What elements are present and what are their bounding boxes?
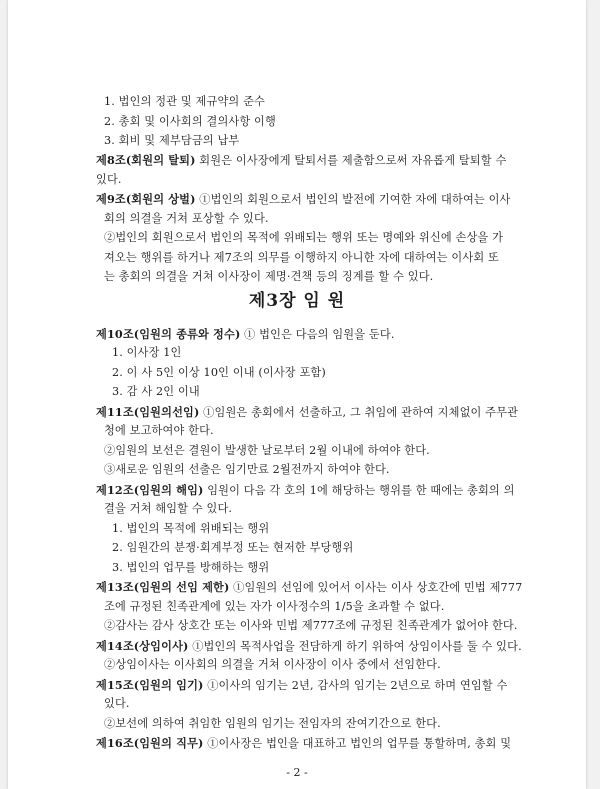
- article-line: [96, 736, 511, 751]
- body-line: [104, 600, 444, 614]
- article-line: [96, 678, 508, 693]
- body-line: [112, 561, 269, 575]
- line-text: 1. 법인의 정관 및 제규약의 준수: [104, 95, 265, 108]
- line-text: 3. 법인의 업무를 방해하는 행위: [112, 561, 270, 574]
- line-text: 조에 규정된 친족관계에 있는 자가 이사정수의 1/5을 초과할 수 없다.: [104, 600, 445, 613]
- body-line: [104, 619, 518, 633]
- body-line: [104, 502, 232, 516]
- article-heading: 제14조(상임이사): [96, 639, 189, 653]
- body-line: [104, 134, 239, 148]
- body-line: [112, 522, 269, 536]
- body-line: [104, 717, 441, 731]
- body-line: [104, 463, 390, 477]
- article-heading: 제9조(회원의 상벌): [96, 192, 196, 206]
- line-text: ②보선에 의하여 취임한 임원의 임기는 전임자의 잔여기간으로 한다.: [104, 717, 441, 730]
- line-text: 2. 임원간의 분쟁·회계부정 또는 현저한 부당행위: [112, 541, 354, 554]
- article-line: [96, 153, 506, 168]
- body-line: [112, 385, 200, 399]
- body-line: [104, 231, 503, 245]
- line-text: 임원이 다음 각 호의 1에 해당하는 행위를 한 때에는 총회의 의: [203, 484, 515, 497]
- body-line: [104, 115, 276, 129]
- line-text: ②법인의 회원으로서 법인의 목적에 위배되는 행위 또는 명예와 위신에 손상을 가: [104, 231, 504, 244]
- line-text: ②감사는 감사 상호간 또는 이사와 민법 제777조에 규정된 친족관계가 없어야 한다.: [104, 619, 518, 632]
- body-line: [104, 270, 433, 284]
- body-line: [112, 366, 326, 380]
- line-text: ① 법인은 다음의 임원을 둔다.: [240, 328, 395, 341]
- line-text: 2. 이 사 5인 이상 10인 이내 (이사장 포함): [112, 366, 326, 379]
- body-line: [104, 444, 430, 458]
- line-text: ②상임이사는 이사회의 의결을 거쳐 이사장이 이사 중에서 선임한다.: [104, 658, 441, 671]
- body-line: [104, 424, 214, 438]
- article-line: [96, 327, 395, 342]
- body-line: [112, 541, 353, 555]
- line-text: ②임원의 보선은 결원이 발생한 날로부터 2월 이내에 하여야 한다.: [104, 444, 430, 457]
- document-page: [8, 0, 586, 789]
- line-text: ①이사의 임기는 2년, 감사의 임기는 2년으로 하며 연임할 수: [203, 679, 508, 692]
- article-heading: 제16조(임원의 직무): [96, 736, 204, 750]
- body-line: [104, 95, 265, 109]
- article-line: [96, 639, 522, 654]
- line-text: ①법인의 회원으로서 법인의 발전에 기여한 자에 대하여는 이사: [195, 193, 511, 206]
- line-text: 회의 의결을 거쳐 포상할 수 있다.: [104, 212, 269, 225]
- body-line: [104, 212, 269, 226]
- line-text: 결을 거쳐 해임할 수 있다.: [104, 502, 233, 515]
- line-text: 1. 법인의 목적에 위배되는 행위: [112, 522, 270, 535]
- line-text: 3. 감 사 2인 이내: [112, 385, 200, 398]
- article-heading: 제15조(임원의 임기): [96, 678, 204, 692]
- article-heading: 제10조(임원의 종류와 정수): [96, 327, 241, 341]
- body-line: [112, 346, 181, 360]
- line-text: ①법인의 목적사업을 전담하게 하기 위하여 상임이사를 둘 수 있다.: [188, 640, 522, 653]
- line-text: ①임원은 총회에서 선출하고, 그 취임에 관하여 지체없이 주무관: [199, 406, 519, 419]
- line-text: 3. 회비 및 제부담금의 납부: [104, 134, 240, 147]
- line-text: ①임원의 선임에 있어서 이사는 이사 상호간에 민법 제777: [229, 581, 523, 594]
- line-text: 있다.: [104, 697, 130, 710]
- article-heading: 제12조(임원의 해임): [96, 483, 204, 497]
- body-line: [104, 251, 499, 265]
- page-number: - 2 -: [286, 766, 308, 779]
- line-text: 져오는 행위를 하거나 제7조의 의무를 이행하지 아니한 자에 대하여는 이사회 또: [104, 251, 499, 264]
- line-text: 1. 이사장 1인: [112, 346, 182, 359]
- line-text: 청에 보고하여야 한다.: [104, 424, 214, 437]
- body-line: [96, 173, 122, 187]
- article-heading: 제8조(회원의 탈퇴): [96, 153, 196, 167]
- line-text: 회원은 이사장에게 탈퇴서를 제출함으로써 자유롭게 탈퇴할 수: [195, 154, 507, 167]
- article-heading: 제11조(임원의선임): [96, 405, 200, 419]
- line-text: ①이사장은 법인을 대표하고 법인의 업무를 통할하며, 총회 및: [203, 737, 512, 750]
- body-line: [104, 658, 441, 672]
- article-line: [96, 580, 522, 595]
- article-line: [96, 483, 515, 498]
- body-line: [104, 697, 130, 711]
- line-text: 2. 총회 및 이사회의 결의사항 이행: [104, 115, 276, 128]
- article-heading: 제13조(임원의 선임 제한): [96, 580, 230, 594]
- line-text: 있다.: [96, 173, 122, 186]
- line-text: ③새로운 임원의 선출은 임기만료 2월전까지 하여야 한다.: [104, 463, 390, 476]
- article-line: [96, 192, 511, 207]
- article-line: [96, 405, 518, 420]
- chapter-title: 제3장 임 원: [248, 291, 346, 311]
- line-text: 는 총회의 의결을 거쳐 이사장이 제명·견책 등의 징계를 할 수 있다.: [104, 270, 434, 283]
